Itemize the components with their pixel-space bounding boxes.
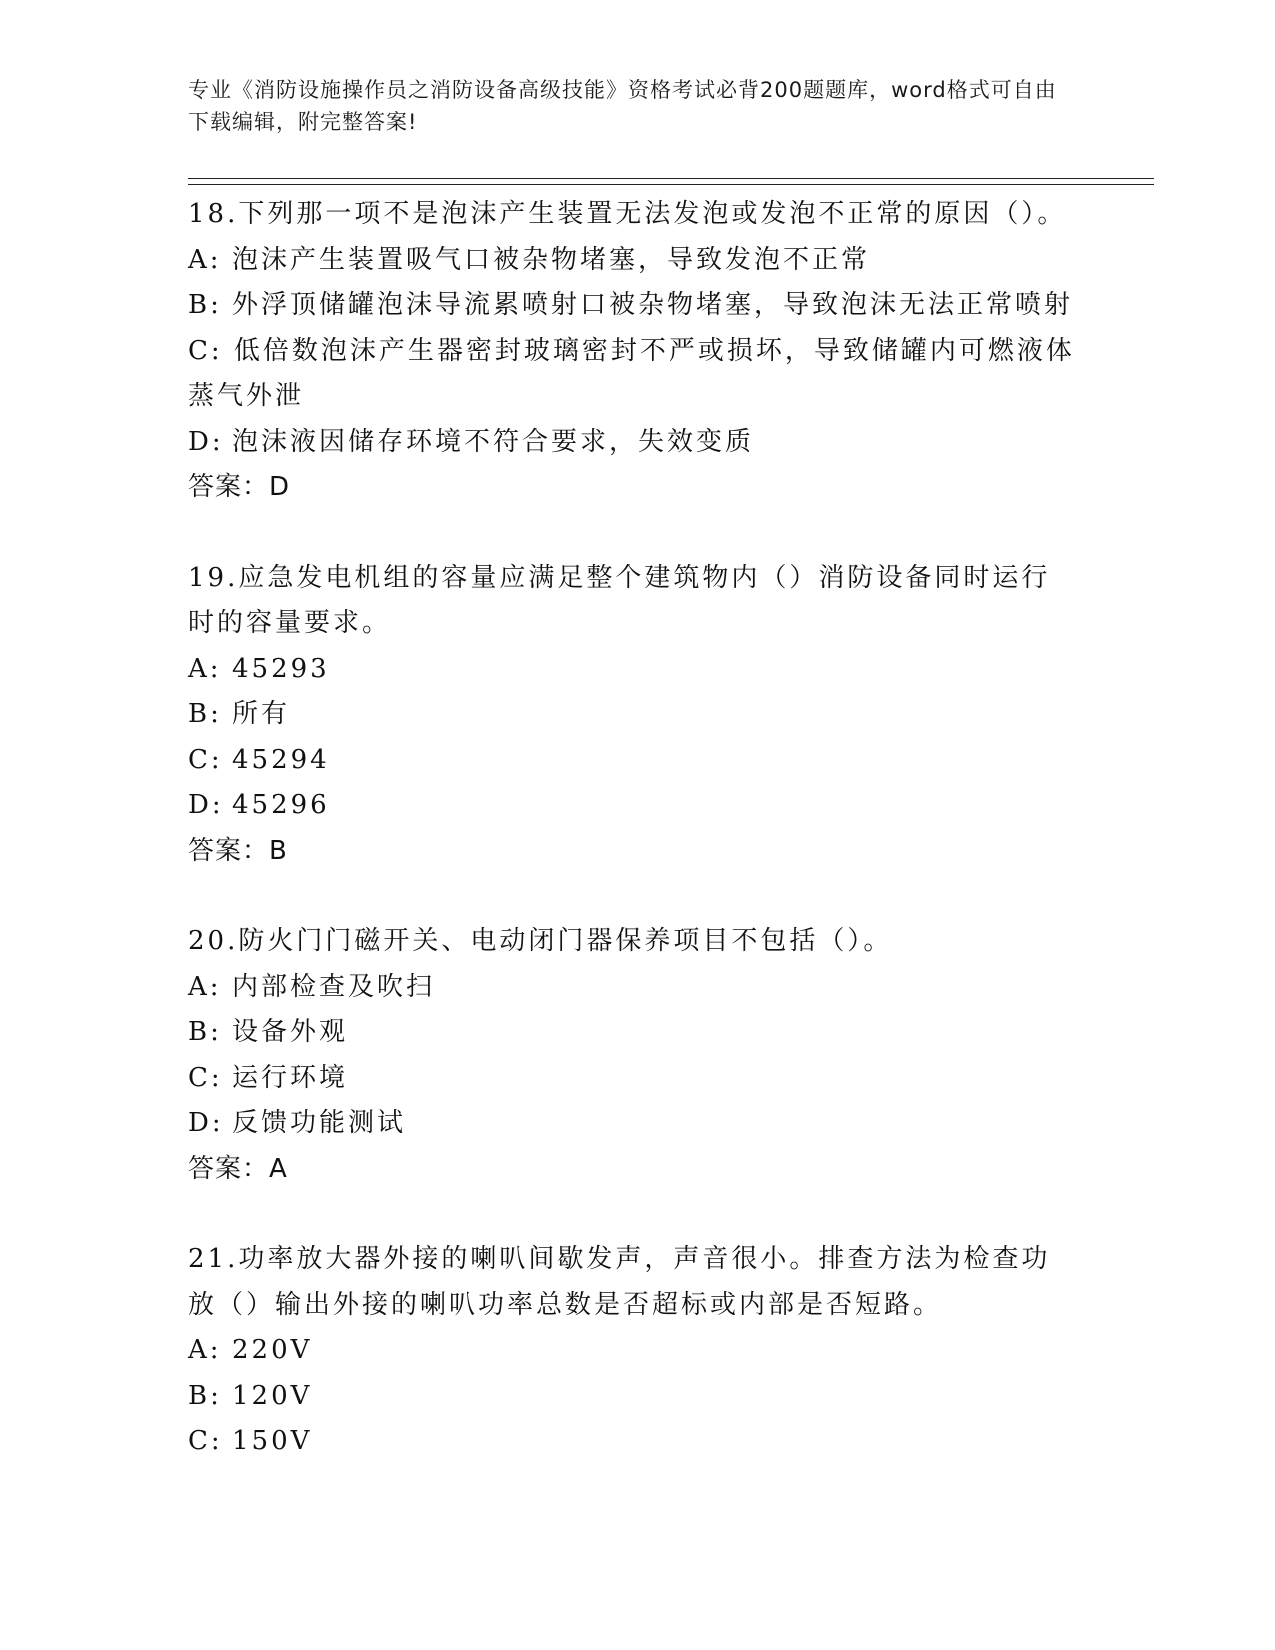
option-text: 45293 (232, 653, 330, 684)
option-text: 低倍数泡沫产生器密封玻璃密封不严或损坏，导致储罐内可燃液体蒸气外泄 (188, 335, 1075, 411)
option-letter: C: (188, 1426, 223, 1456)
option-letter: A: (188, 244, 222, 275)
option-d (188, 420, 1078, 466)
option-text: 220V (232, 1335, 313, 1365)
option-text: 内部检查及吹扫 (232, 971, 436, 1002)
option-text: 120V (232, 1380, 313, 1411)
option-c (188, 329, 1078, 420)
option-d (188, 783, 1078, 829)
option-letter: D: (188, 1108, 224, 1138)
option-d (188, 1101, 1078, 1147)
option-text: 运行环境 (232, 1062, 349, 1093)
option-a (188, 1328, 1078, 1374)
option-letter: A: (188, 653, 222, 684)
option-letter: C: (188, 744, 223, 775)
question-18 (188, 192, 1078, 511)
header-divider-top (188, 178, 1154, 179)
option-letter: A: (188, 971, 222, 1002)
option-text: 45294 (232, 744, 330, 775)
option-text: 所有 (232, 699, 291, 729)
option-text: 泡沫产生装置吸气口被杂物堵塞，导致发泡不正常 (232, 244, 871, 275)
option-letter: C: (188, 335, 223, 366)
option-text: 150V (232, 1426, 313, 1456)
option-text: 外浮顶储罐泡沫导流累喷射口被杂物堵塞，导致泡沫无法正常喷射 (232, 290, 1074, 320)
question-21 (188, 1237, 1078, 1465)
option-letter: B: (188, 699, 222, 729)
option-letter: B: (188, 290, 222, 320)
option-letter: A: (188, 1335, 222, 1365)
option-b (188, 692, 1078, 738)
option-c (188, 1056, 1078, 1102)
option-b (188, 283, 1078, 329)
question-stem: 18.下列那一项不是泡沫产生装置无法发泡或发泡不正常的原因（）。 (188, 199, 1067, 229)
question-stem: 20.防火门门磁开关、电动闭门器保养项目不包括（）。 (188, 926, 893, 956)
option-c (188, 1419, 1078, 1465)
option-a (188, 238, 1078, 284)
answer-line: 答案：A (188, 1153, 288, 1184)
option-a (188, 647, 1078, 693)
answer-line: 答案：B (188, 835, 288, 866)
option-text: 泡沫液因储存环境不符合要求，失效变质 (232, 426, 755, 457)
option-text: 45296 (232, 790, 330, 820)
option-letter: C: (188, 1062, 223, 1093)
option-letter: B: (188, 1380, 222, 1411)
question-stem: 19.应急发电机组的容量应满足整个建筑物内（）消防设备同时运行时的容量要求。 (188, 562, 1051, 638)
option-letter: D: (188, 426, 224, 457)
option-text: 反馈功能测试 (232, 1108, 407, 1138)
question-stem: 21.功率放大器外接的喇叭间歇发声，声音很小。排查方法为检查功放（）输出外接的喇叭功率总数是否超标或内部是否短路。 (188, 1244, 1051, 1320)
option-letter: D: (188, 790, 224, 820)
document-header: 专业《消防设施操作员之消防设备高级技能》资格考试必背200题题库，word格式可自由下载编辑，附完整答案! (188, 78, 1057, 134)
option-c (188, 738, 1078, 784)
option-b (188, 1010, 1078, 1056)
answer-line: 答案：D (188, 472, 291, 502)
option-letter: B: (188, 1017, 222, 1047)
option-a (188, 965, 1078, 1011)
option-text: 设备外观 (232, 1017, 349, 1047)
question-list (188, 192, 1078, 1510)
question-20 (188, 919, 1078, 1192)
option-b (188, 1374, 1078, 1420)
question-19 (188, 556, 1078, 875)
header-divider-bottom (188, 184, 1154, 185)
